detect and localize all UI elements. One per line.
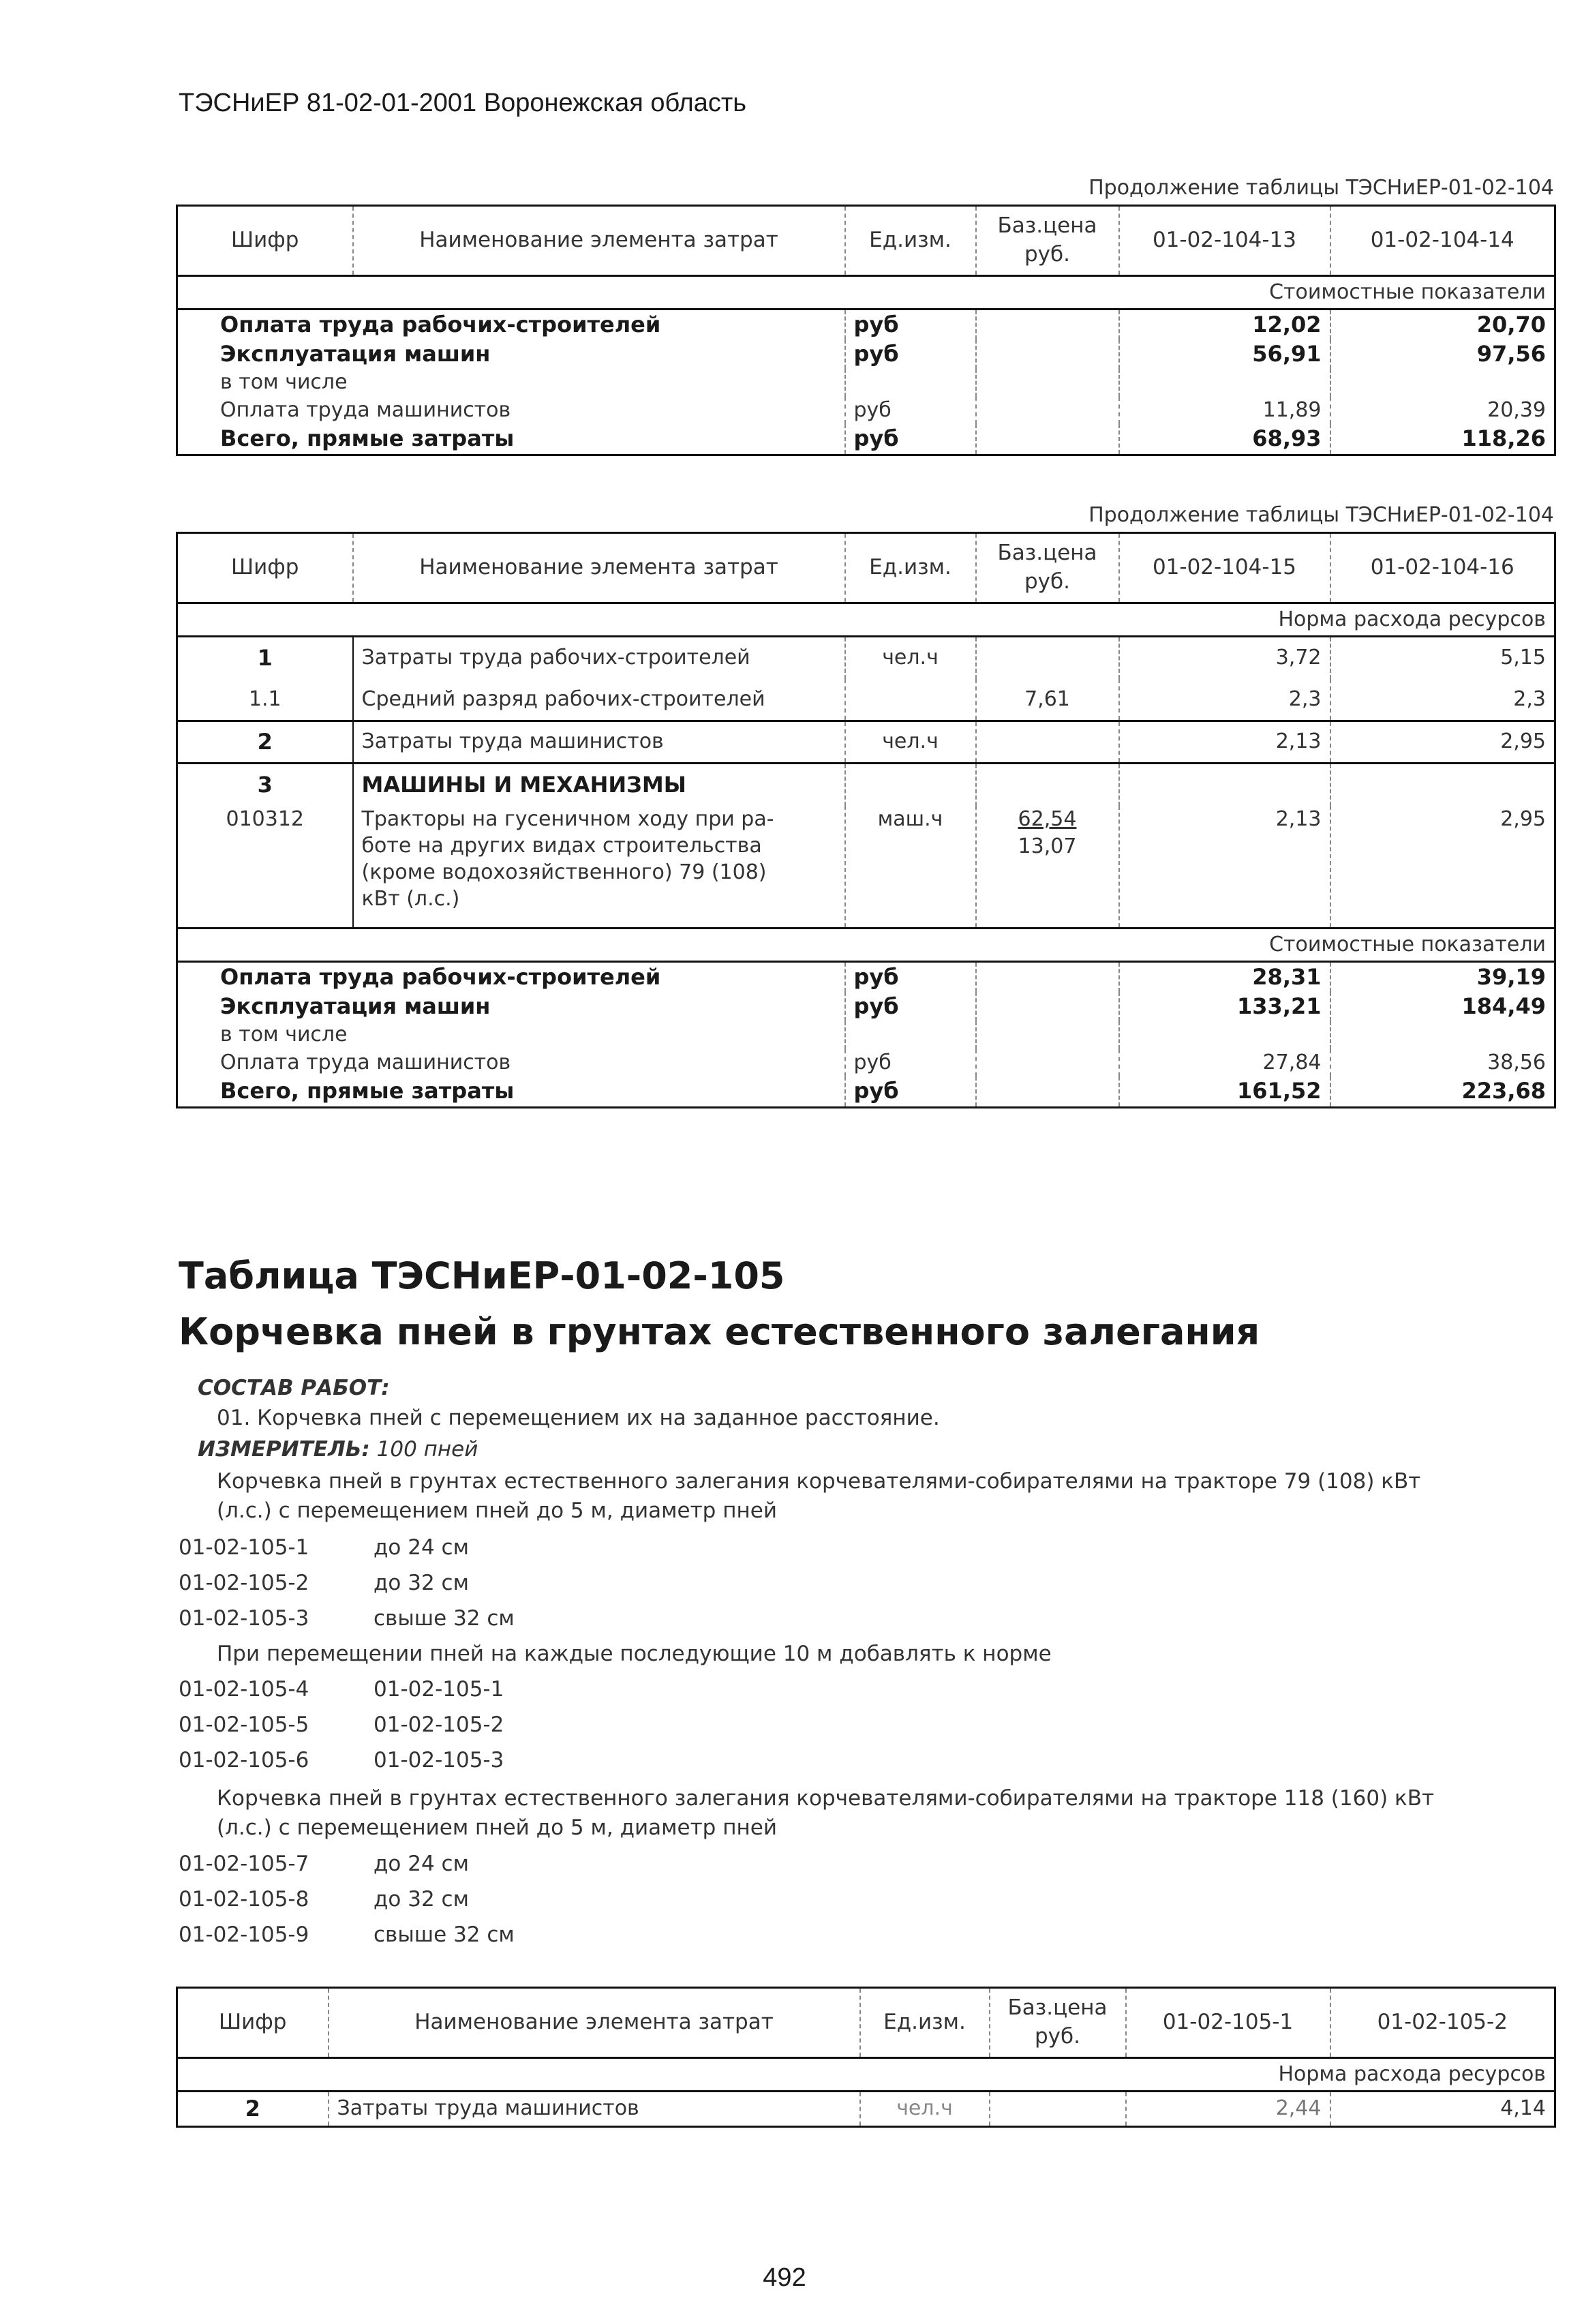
col-header-unit: Ед.изм.: [860, 1988, 990, 2058]
list-item-code: 01-02-105-1: [179, 1535, 309, 1560]
row-unit: руб: [845, 339, 976, 369]
machine-code: 010312: [226, 806, 305, 831]
row-value-1: 11,89: [1119, 397, 1330, 425]
col-header-name: Наименование элемента затрат: [353, 533, 845, 603]
list-item-code: 01-02-105-4: [179, 1677, 309, 1702]
row-value-2: 20,39: [1330, 397, 1555, 425]
list-item-text: до 32 см: [374, 1887, 469, 1912]
machine-price-bottom: 13,07: [1018, 834, 1077, 858]
list-item-code: 01-02-105-7: [179, 1852, 309, 1876]
list-item-text: свыше 32 см: [374, 1922, 515, 1947]
row-unit: чел.ч: [845, 637, 976, 679]
description-line: (л.с.) с перемещением пней до 5 м, диаметр пней: [217, 1498, 777, 1523]
page-number: 492: [763, 2263, 806, 2292]
col-header-code: Шифр: [231, 555, 299, 580]
section-subtitle: Корчевка пней в грунтах естественного залегания: [179, 1310, 1260, 1353]
list-item-code: 01-02-105-3: [179, 1606, 309, 1631]
row-name: Затраты труда машинистов: [329, 2092, 860, 2127]
row-unit: руб: [845, 310, 976, 340]
row-name: Средний разряд рабочих-строителей: [353, 679, 845, 721]
description-line: Корчевка пней в грунтах естественного залегания корчевателями-собирателями на тракторе 79 (108) кВт: [217, 1469, 1421, 1494]
col-header-price: Баз.цена руб.: [990, 1988, 1126, 2058]
table-continuation-label: Продолжение таблицы ТЭСНиЕР-01-02-104: [1088, 503, 1554, 527]
list-item-code: 01-02-105-8: [179, 1887, 309, 1912]
section-label: Норма расхода ресурсов: [1126, 2058, 1555, 2092]
section-label: Стоимостные показатели: [1119, 276, 1555, 310]
row-unit: руб: [845, 962, 976, 993]
row-value-1: 161,52: [1119, 1076, 1330, 1107]
row-value-2: 2,3: [1330, 679, 1555, 721]
section-label: Норма расхода ресурсов: [1119, 603, 1555, 637]
meter-label: ИЗМЕРИТЕЛЬ:: [198, 1437, 370, 1462]
col-header-code-2: 01-02-104-14: [1330, 206, 1555, 276]
row-unit: [845, 679, 976, 721]
row-value-1: 28,31: [1119, 962, 1330, 993]
description-line: (л.с.) с перемещением пней до 5 м, диаметр пней: [217, 1815, 777, 1840]
row-unit: чел.ч: [860, 2092, 990, 2127]
row-value-1: 12,02: [1119, 310, 1330, 340]
col-header-code-2: 01-02-105-2: [1330, 1988, 1555, 2058]
row-name: в том числе: [220, 370, 348, 395]
row-value-2: 4,14: [1330, 2092, 1555, 2127]
list-item-text: 01-02-105-3: [374, 1748, 504, 1772]
row-name: Всего, прямые затраты: [220, 425, 515, 452]
row-value-2: 97,56: [1330, 339, 1555, 369]
row-name: Оплата труда машинистов: [220, 1050, 511, 1074]
row-name: МАШИНЫ И МЕХАНИЗМЫ: [353, 764, 845, 806]
col-header-code: Шифр: [231, 228, 299, 253]
row-value-1: 2,3: [1119, 679, 1330, 721]
list-item-text: до 24 см: [374, 1535, 469, 1560]
machine-value-1: 2,13: [1119, 806, 1330, 929]
row-name: Оплата труда машинистов: [220, 397, 511, 422]
machine-price-top: 62,54: [1018, 806, 1077, 831]
works-item: 01. Корчевка пней с перемещением их на заданное расстояние.: [217, 1406, 940, 1430]
row-value-2: 38,56: [1330, 1049, 1555, 1077]
table-continuation-label: Продолжение таблицы ТЭСНиЕР-01-02-104: [1088, 176, 1554, 200]
list-item-code: 01-02-105-9: [179, 1922, 309, 1947]
row-unit: руб: [845, 1049, 976, 1077]
section-title: Таблица ТЭСНиЕР-01-02-105: [179, 1254, 785, 1297]
col-header-unit: Ед.изм.: [845, 206, 976, 276]
row-unit: руб: [845, 397, 976, 425]
row-name: Затраты труда машинистов: [353, 721, 845, 764]
row-value-1: 2,13: [1119, 721, 1330, 764]
row-name: Затраты труда рабочих-строителей: [353, 637, 845, 679]
list-item-text: 01-02-105-2: [374, 1712, 504, 1737]
meter: [198, 1437, 478, 1462]
col-header-code-2: 01-02-104-16: [1330, 533, 1555, 603]
table-2: [176, 532, 1556, 1108]
row-value-2: 223,68: [1330, 1076, 1555, 1107]
row-value-2: 184,49: [1330, 992, 1555, 1021]
col-header-code-1: 01-02-104-13: [1119, 206, 1330, 276]
section-label: Стоимостные показатели: [1119, 929, 1555, 962]
table-3: [176, 1987, 1556, 2128]
row-unit: руб: [845, 424, 976, 455]
works-label: СОСТАВ РАБОТ:: [198, 1376, 390, 1400]
row-value-2: 20,70: [1330, 310, 1555, 340]
machine-name-line: боте на других видах строительства: [361, 833, 762, 858]
row-value-1: 2,44: [1126, 2092, 1330, 2127]
list-item-code: 01-02-105-6: [179, 1748, 309, 1772]
col-header-price: Баз.цена руб.: [976, 533, 1119, 603]
machine-value-2: 2,95: [1330, 806, 1555, 929]
document-header: ТЭСНиЕР 81-02-01-2001 Воронежская область: [179, 89, 747, 117]
row-value-1: 56,91: [1119, 339, 1330, 369]
col-header-unit: Ед.изм.: [845, 533, 976, 603]
row-value-2: 39,19: [1330, 962, 1555, 993]
row-price: [976, 637, 1119, 679]
list-item-text: свыше 32 см: [374, 1606, 515, 1631]
row-name: Всего, прямые затраты: [220, 1078, 515, 1104]
col-header-name: Наименование элемента затрат: [353, 206, 845, 276]
list-item-text: до 32 см: [374, 1571, 469, 1595]
row-value-1: 3,72: [1119, 637, 1330, 679]
col-header-name: Наименование элемента затрат: [329, 1988, 860, 2058]
machine-name: [353, 806, 845, 929]
row-value-2: 2,95: [1330, 721, 1555, 764]
row-value-2: 118,26: [1330, 424, 1555, 455]
row-value-2: 5,15: [1330, 637, 1555, 679]
row-price: 7,61: [976, 679, 1119, 721]
machine-name-line: Тракторы на гусеничном ходу при ра-: [361, 806, 774, 831]
col-header-code: Шифр: [219, 2010, 287, 2035]
col-header-code-1: 01-02-105-1: [1126, 1988, 1330, 2058]
row-name: Оплата труда рабочих-строителей: [177, 310, 845, 340]
row-price: [976, 721, 1119, 764]
machine-name-line: кВт (л.с.): [361, 886, 460, 911]
col-header-code-1: 01-02-104-15: [1119, 533, 1330, 603]
meter-value: 100 пней: [376, 1437, 478, 1462]
description-line: При перемещении пней на каждые последующие 10 м добавлять к норме: [217, 1642, 1052, 1666]
list-item-text: 01-02-105-1: [374, 1677, 504, 1702]
list-item-code: 01-02-105-5: [179, 1712, 309, 1737]
row-code: 2: [177, 2092, 329, 2127]
row-unit: чел.ч: [845, 721, 976, 764]
machine-price: [976, 806, 1119, 929]
row-name: Эксплуатация машин: [220, 993, 491, 1020]
row-code: 2: [177, 721, 353, 764]
machine-name-line: (кроме водохозяйственного) 79 (108): [361, 860, 767, 884]
list-item-code: 01-02-105-2: [179, 1571, 309, 1595]
row-value-1: 133,21: [1119, 992, 1330, 1021]
table-1: [176, 205, 1556, 456]
row-unit: руб: [845, 992, 976, 1021]
row-name: в том числе: [220, 1023, 348, 1047]
row-name: Оплата труда рабочих-строителей: [177, 962, 845, 993]
row-code: 1.1: [248, 686, 281, 711]
row-unit: руб: [845, 1076, 976, 1107]
row-code: 3: [177, 764, 353, 806]
description-line: Корчевка пней в грунтах естественного залегания корчевателями-собирателями на тракторе 118 (160) кВт: [217, 1786, 1435, 1811]
row-code: 1: [177, 637, 353, 679]
list-item-text: до 24 см: [374, 1852, 469, 1876]
row-value-1: 27,84: [1119, 1049, 1330, 1077]
col-header-price: Баз.цена руб.: [976, 206, 1119, 276]
row-name: Эксплуатация машин: [220, 341, 491, 367]
row-value-1: 68,93: [1119, 424, 1330, 455]
machine-unit: маш.ч: [845, 806, 976, 929]
